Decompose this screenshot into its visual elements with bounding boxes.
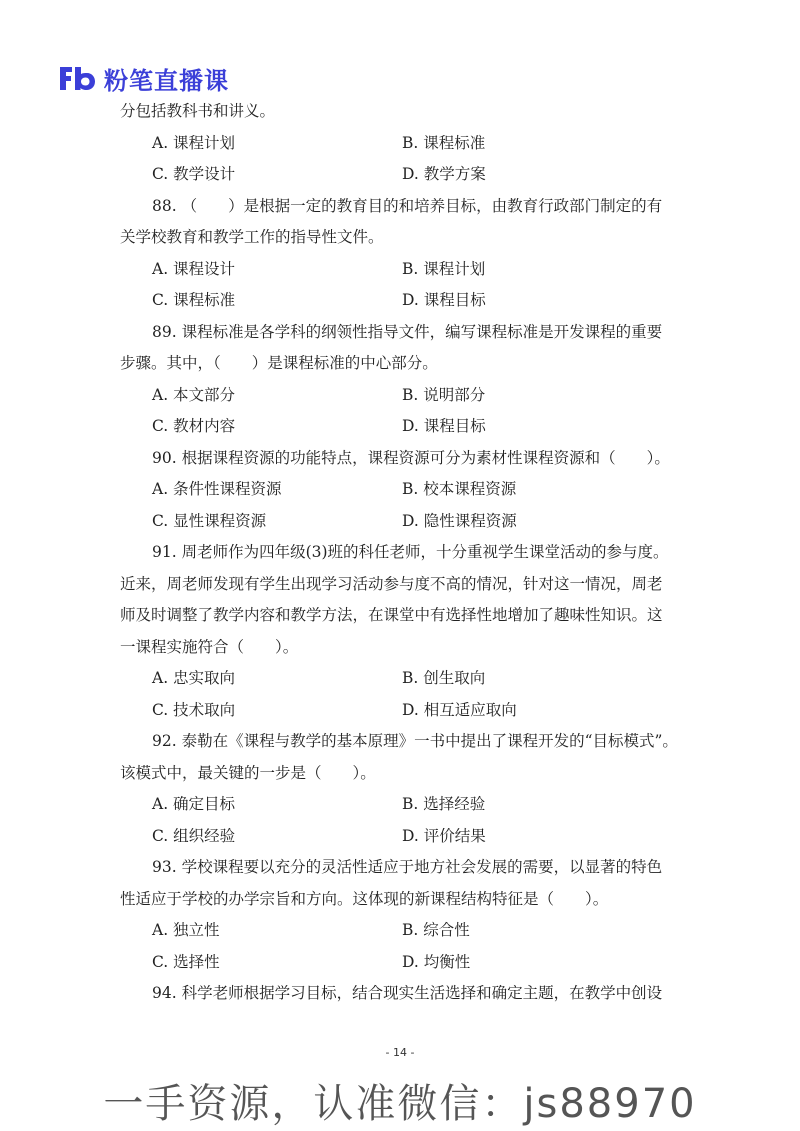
option-text: A. 课程计划 xyxy=(152,133,236,152)
option-text: C. 选择性 xyxy=(152,952,220,971)
option-text: D. 隐性课程资源 xyxy=(402,511,517,530)
option-text: B. 课程标准 xyxy=(402,133,486,152)
option-text: B. 校本课程资源 xyxy=(402,480,517,498)
text-line: 师及时调整了教学内容和教学方法，在课堂中有选择性地增加了趣味性知识。这 xyxy=(120,606,663,624)
question-stem: 91. 周老师作为四年级(3)班的科任老师，十分重视学生课堂活动的参与度。 xyxy=(152,543,669,561)
text-line: 关学校教育和教学工作的指导性文件。 xyxy=(120,228,384,246)
option-text: D. 课程目标 xyxy=(402,291,486,309)
option-row xyxy=(120,506,700,538)
option-text: D. 教学方案 xyxy=(402,165,486,183)
option-text: C. 课程标准 xyxy=(152,291,236,309)
option-row xyxy=(120,821,700,853)
question-stem: 89. 课程标准是各学科的纲领性指导文件，编写课程标准是开发课程的重要 xyxy=(152,322,663,341)
option-row xyxy=(120,411,700,443)
text-line: 步骤。其中，（ ）是课程标准的中心部分。 xyxy=(120,354,438,372)
option-row xyxy=(120,947,700,979)
option-text: D. 评价结果 xyxy=(402,826,486,845)
option-row xyxy=(120,159,700,191)
option-row xyxy=(120,254,700,286)
option-row xyxy=(120,789,700,821)
page-number: - 14 - xyxy=(385,1046,415,1059)
fb-logo-icon xyxy=(58,63,98,93)
text-line: 分包括教科书和讲义。 xyxy=(120,102,276,120)
option-text: B. 说明部分 xyxy=(402,385,486,404)
question-stem: 94. 科学老师根据学习目标，结合现实生活选择和确定主题，在教学中创设 xyxy=(152,984,663,1002)
option-text: A. 忠实取向 xyxy=(152,669,236,687)
question-stem: 90. 根据课程资源的功能特点，课程资源可分为素材性课程资源和（ ）。 xyxy=(152,448,670,467)
option-text: A. 确定目标 xyxy=(152,795,236,813)
option-text: B. 课程计划 xyxy=(402,259,486,278)
watermark-text: 一手资源，认准微信：js88970 xyxy=(103,1081,697,1127)
option-text: C. 教学设计 xyxy=(152,165,236,183)
question-stem: 93. 学校课程要以充分的灵活性适应于地方社会发展的需要，以显著的特色 xyxy=(152,858,663,876)
option-text: C. 教材内容 xyxy=(152,417,236,435)
option-text: A. 独立性 xyxy=(152,921,220,939)
option-text: B. 创生取向 xyxy=(402,669,486,687)
option-row xyxy=(120,695,700,727)
option-text: C. 组织经验 xyxy=(152,826,236,845)
option-row xyxy=(120,663,700,695)
header-logo xyxy=(58,62,229,94)
option-text: D. 课程目标 xyxy=(402,417,486,435)
question-content xyxy=(120,96,700,1010)
question-stem: 88. （ ）是根据一定的教育目的和培养目标，由教育行政部门制定的有 xyxy=(152,196,663,215)
text-line: 近来，周老师发现有学生出现学习活动参与度不高的情况，针对这一情况，周老 xyxy=(120,574,663,593)
option-text: B. 综合性 xyxy=(402,921,470,939)
option-row xyxy=(120,285,700,317)
option-text: B. 选择经验 xyxy=(402,795,486,813)
option-text: D. 相互适应取向 xyxy=(402,700,517,719)
option-row xyxy=(120,380,700,412)
brand-name: 粉笔直播课 xyxy=(104,66,229,95)
option-row xyxy=(120,128,700,160)
option-text: A. 条件性课程资源 xyxy=(152,480,282,498)
option-row xyxy=(120,474,700,506)
question-stem: 92. 泰勒在《课程与教学的基本原理》一书中提出了课程开发的“目标模式”。 xyxy=(152,732,678,750)
option-text: A. 本文部分 xyxy=(152,385,236,404)
option-text: C. 技术取向 xyxy=(152,700,236,719)
option-text: A. 课程设计 xyxy=(152,259,236,278)
option-text: D. 均衡性 xyxy=(402,952,471,971)
text-line: 一课程实施符合（ ）。 xyxy=(120,637,299,656)
text-line: 性适应于学校的办学宗旨和方向。这体现的新课程结构特征是（ ）。 xyxy=(120,889,609,908)
option-row xyxy=(120,915,700,947)
option-text: C. 显性课程资源 xyxy=(152,511,267,530)
text-line: 该模式中，最关键的一步是（ ）。 xyxy=(120,763,376,782)
